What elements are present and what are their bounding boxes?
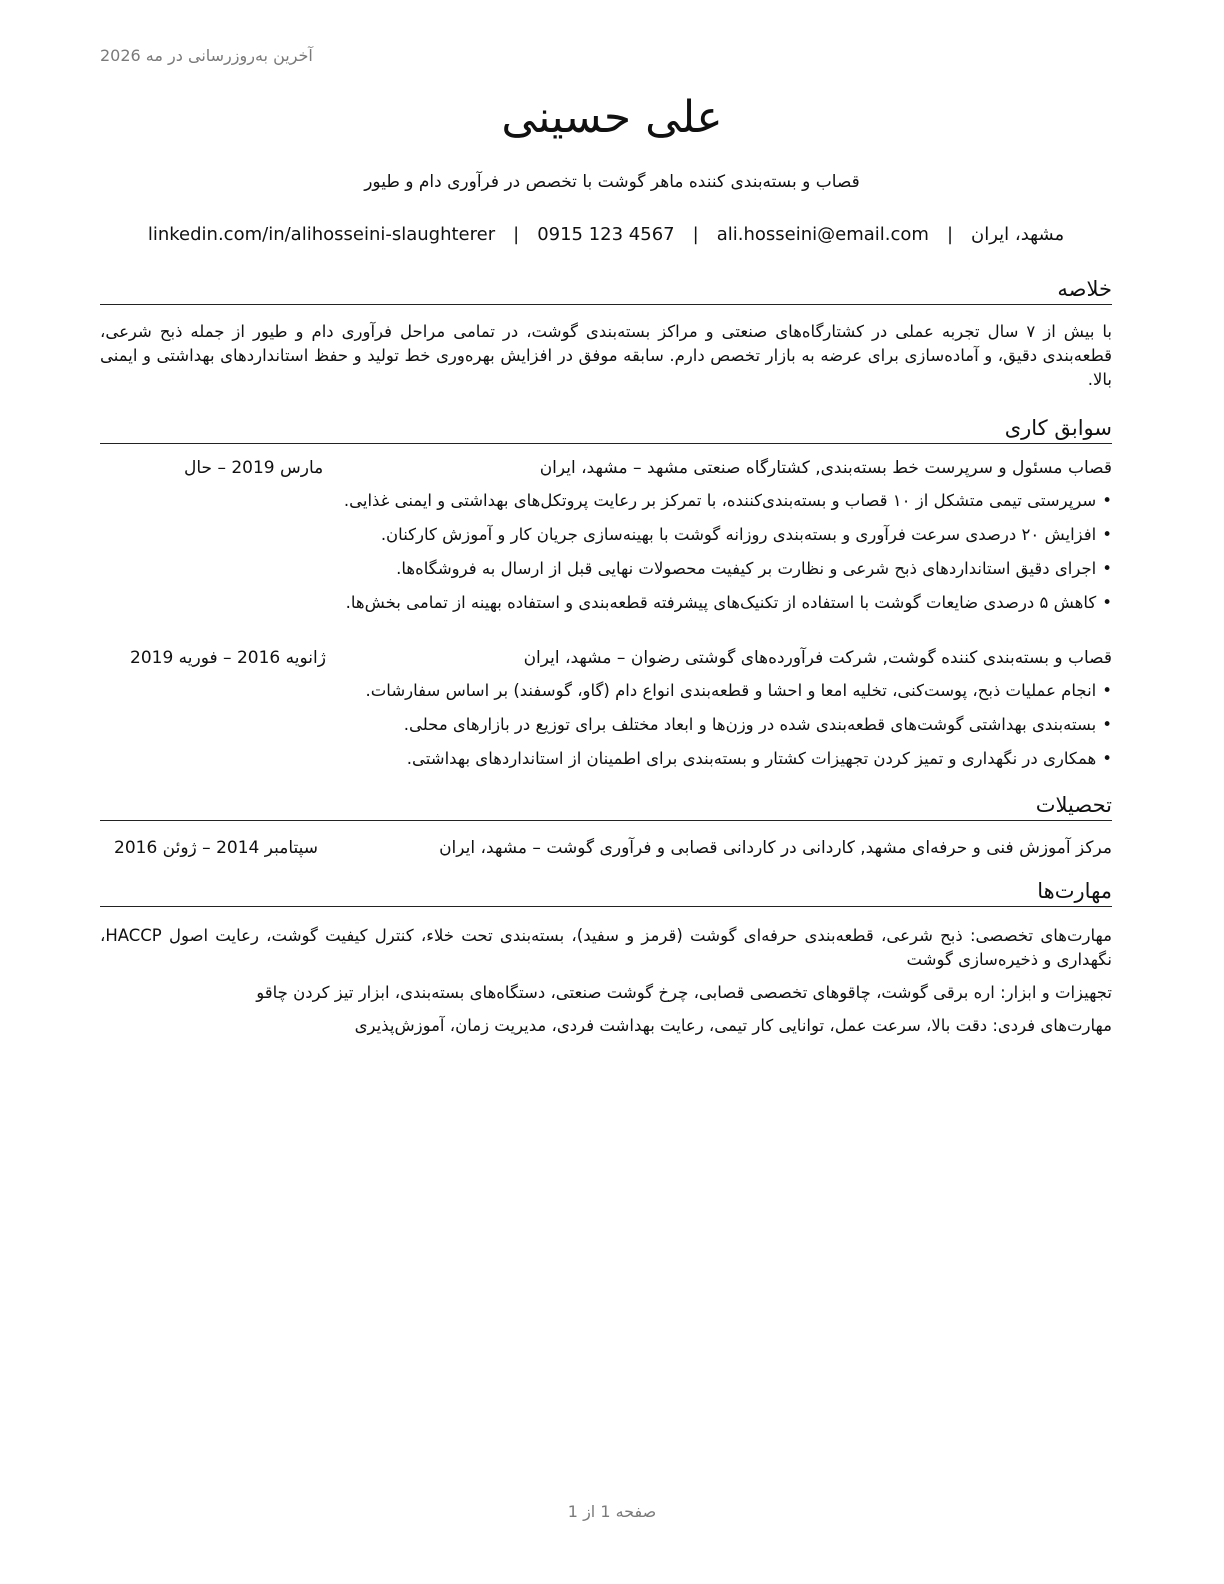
skills-row-technical: مهارت‌های تخصصی: ذبح شرعی، قطعه‌بندی حرفه‌ای گوشت (قرمز و سفید)، بسته‌بندی تحت خلاء، کنترل کیفیت گوشت، رعایت اصول HACCP، نگهداری و ذخیره‌سازی گوشت — [100, 926, 1112, 969]
bullet-marker: • — [1102, 749, 1112, 768]
section-heading-summary: خلاصه — [100, 276, 1112, 305]
job-entry-header — [100, 648, 1112, 674]
education-date: سپتامبر 2014 – ژوئن 2016 — [114, 838, 319, 858]
summary-paragraph: با بیش از ۷ سال تجربه عملی در کشتارگاه‌های صنعتی و مراکز بسته‌بندی گوشت، در تمامی مراحل فرآوری دام و طیور از جمله ذبح شرعی، قطعه‌بندی دقیق، و آماده‌سازی برای عرضه به بازار تخصص دارم. سابقه موفق در افزایش بهره‌وری خط تولید و حفظ استانداردهای بهداشتی و ایمنی بالا. — [100, 322, 1113, 389]
contact-line — [100, 224, 1112, 245]
bullet-text: انجام عملیات ذبح، پوست‌کنی، تخلیه امعا و احشا و قطعه‌بندی انواع دام (گاو، گوسفند) بر اساس سفارشات. — [365, 681, 1097, 700]
job-entry-header — [100, 458, 1112, 484]
candidate-tagline: قصاب و بسته‌بندی کننده ماهر گوشت با تخصص در فرآوری دام و طیور — [364, 172, 860, 192]
contact-separator: | — [692, 224, 699, 245]
section-heading-skills: مهارت‌ها — [100, 878, 1112, 907]
bullet-text: بسته‌بندی بهداشتی گوشت‌های قطعه‌بندی شده در وزن‌ها و ابعاد مختلف برای توزیع در بازارهای محلی. — [403, 715, 1097, 734]
last-updated-note: آخرین به‌روزرسانی در مه 2026 — [100, 46, 313, 65]
contact-separator: | — [513, 224, 520, 245]
section-heading-experience: سوابق کاری — [100, 415, 1112, 444]
bullet-text: اجرای دقیق استانداردهای ذبح شرعی و نظارت بر کیفیت محصولات نهایی قبل از ارسال به فروشگاه‌ها. — [396, 559, 1097, 578]
bullet-marker: • — [1102, 559, 1112, 578]
contact-separator: | — [946, 224, 954, 245]
education-entry — [100, 838, 1112, 864]
skills-row-equipment: تجهیزات و ابزار: اره برقی گوشت، چاقوهای تخصصی قصابی، چرخ گوشت صنعتی، دستگاه‌های بسته‌بندی، ابزار تیز کردن چاقو — [256, 983, 1112, 1002]
list-item — [100, 679, 1112, 713]
bullet-text: سرپرستی تیمی متشکل از ۱۰ قصاب و بسته‌بندی‌کننده، با تمرکز بر رعایت پروتکل‌های بهداشتی و ایمنی غذایی. — [343, 491, 1097, 510]
bullet-text: افزایش ۲۰ درصدی سرعت فرآوری و بسته‌بندی روزانه گوشت با بهینه‌سازی جریان کار و آموزش کارکنان. — [380, 525, 1097, 544]
bullet-marker: • — [1102, 681, 1112, 700]
job-date: مارس 2019 – حال — [184, 458, 324, 478]
list-item — [100, 713, 1112, 747]
bullet-marker: • — [1102, 715, 1112, 734]
bullet-marker: • — [1102, 491, 1112, 510]
list-item — [100, 557, 1112, 591]
contact-email[interactable]: ali.hosseini@email.com — [716, 224, 929, 245]
job-title: قصاب و بسته‌بندی کننده گوشت, شرکت فرآورده‌های گوشتی رضوان – مشهد، ایران — [523, 648, 1112, 668]
list-item — [100, 489, 1112, 523]
bullet-marker: • — [1102, 593, 1112, 612]
contact-linkedin[interactable]: linkedin.com/in/alihosseini-slaughterer — [147, 224, 496, 245]
page-number: صفحه 1 از 1 — [567, 1502, 657, 1521]
job-bullet-list — [100, 489, 1112, 625]
job-date: ژانویه 2016 – فوریه 2019 — [130, 648, 326, 668]
section-heading-education: تحصیلات — [100, 792, 1112, 821]
job-bullet-list — [100, 679, 1112, 781]
candidate-name: علی حسینی — [501, 92, 723, 143]
list-item — [100, 747, 1112, 781]
bullet-marker: • — [1102, 525, 1112, 544]
job-title: قصاب مسئول و سرپرست خط بسته‌بندی, کشتارگاه صنعتی مشهد – مشهد، ایران — [539, 458, 1112, 478]
bullet-text: کاهش ۵ درصدی ضایعات گوشت با استفاده از تکنیک‌های پیشرفته قطعه‌بندی و استفاده بهینه از تمامی بخش‌ها. — [345, 593, 1097, 612]
skills-row-personal: مهارت‌های فردی: دقت بالا، سرعت عمل، توانایی کار تیمی، رعایت بهداشت فردی، مدیریت زمان، آموزش‌پذیری — [354, 1016, 1112, 1035]
list-item — [100, 591, 1112, 625]
bullet-text: همکاری در نگهداری و تمیز کردن تجهیزات کشتار و بسته‌بندی برای اطمینان از استانداردهای بهداشتی. — [406, 749, 1097, 768]
list-item — [100, 523, 1112, 557]
contact-location: مشهد، ایران — [971, 224, 1065, 245]
skills-list — [100, 924, 1112, 1047]
education-title: مرکز آموزش فنی و حرفه‌ای مشهد, کاردانی در کاردانی قصابی و فرآوری گوشت – مشهد، ایران — [439, 838, 1112, 858]
contact-phone: 0915 123 4567 — [537, 224, 675, 245]
